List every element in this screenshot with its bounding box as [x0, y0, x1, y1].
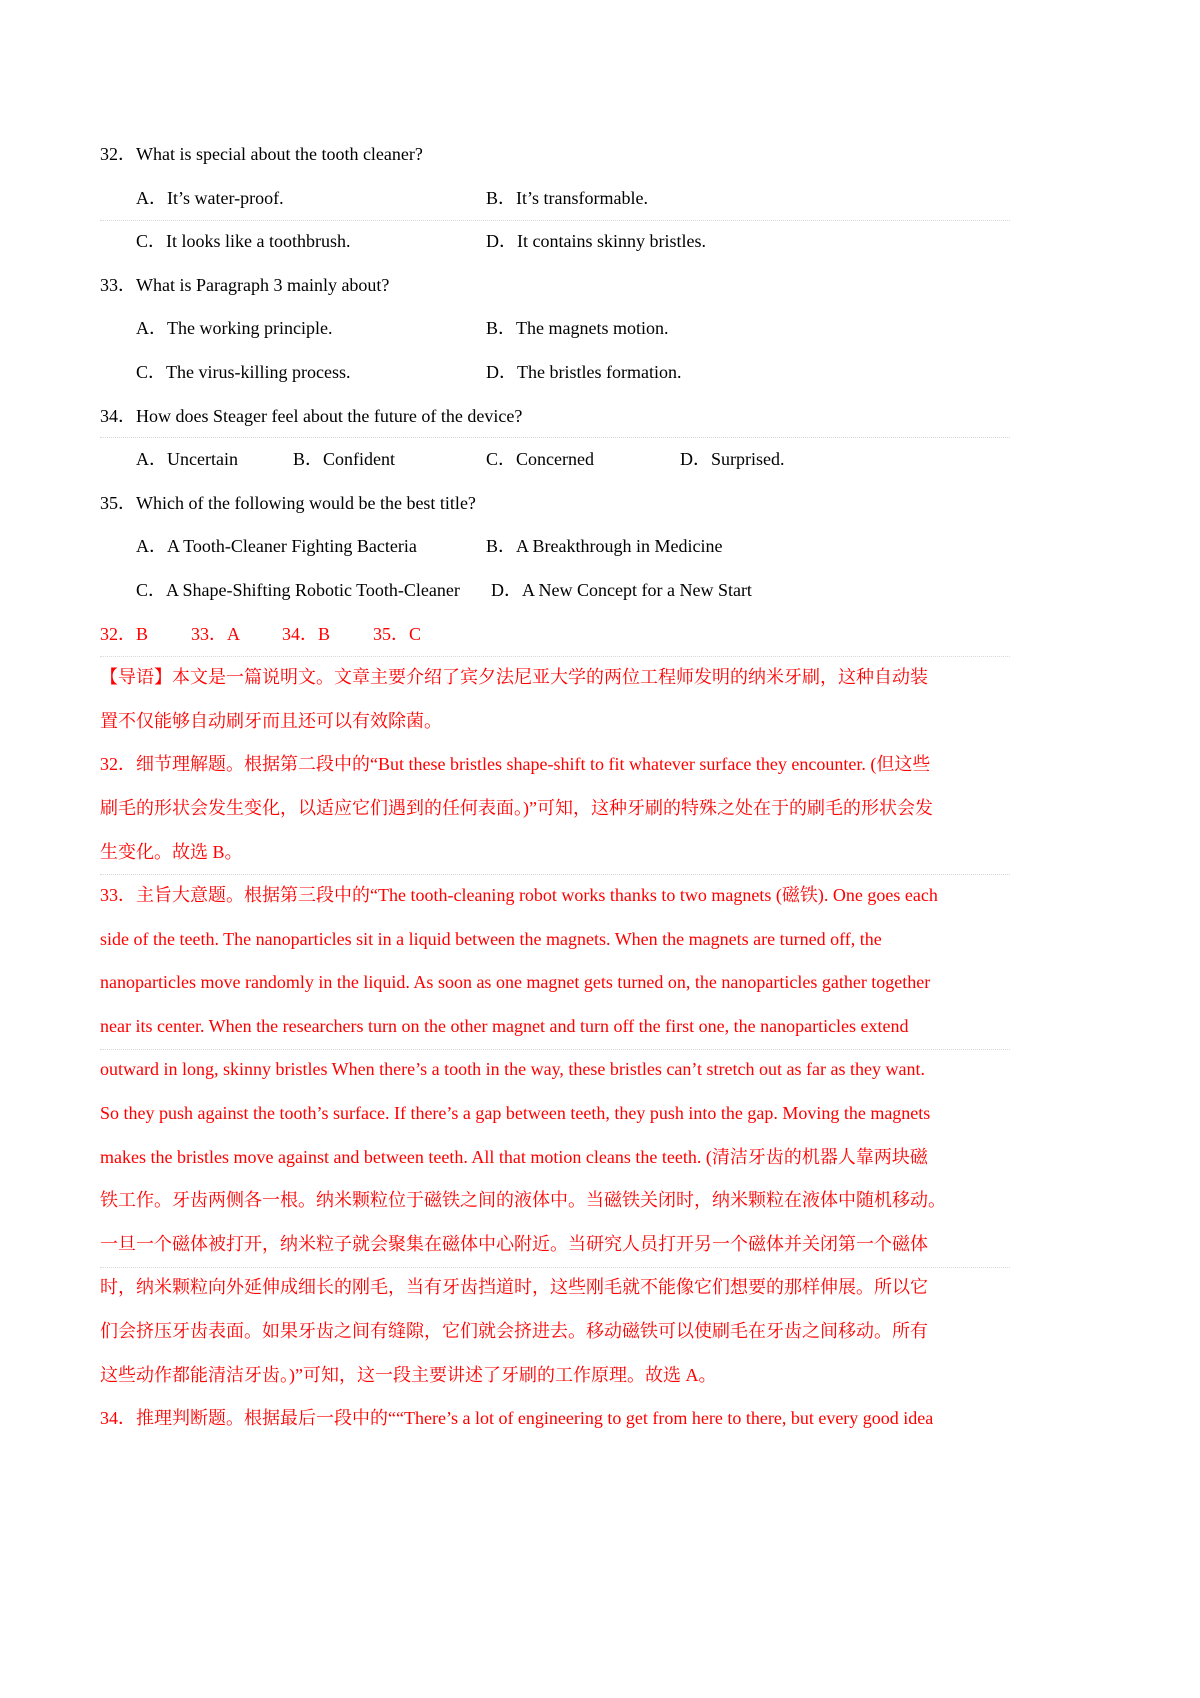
question-stem: 32．What is special about the tooth cleaner? — [100, 144, 423, 164]
options-row — [100, 307, 1010, 351]
option: B．It’s transformable. — [486, 187, 648, 208]
option: D．A New Concept for a New Start — [491, 579, 752, 600]
explanation — [100, 656, 1010, 1441]
option: D．The bristles formation. — [486, 361, 682, 382]
option: D．Surprised. — [680, 449, 785, 470]
explanation-line: 置不仅能够自动刷牙而且还可以有效除菌。 — [100, 710, 442, 731]
explanation-line: 34．推理判断题。根据最后一段中的““There’s a lot of engineering to get from here to there, but every good idea — [100, 1408, 934, 1429]
option: C．The virus-killing process. — [136, 361, 351, 382]
options-row — [100, 569, 1010, 613]
options-row — [100, 525, 1010, 569]
explanation-line: near its center. When the researchers turn on the other magnet and turn off the first one, the nanoparticles extend — [100, 1015, 909, 1036]
option: D．It contains skinny bristles. — [486, 231, 706, 252]
explanation-line: side of the teeth. The nanoparticles sit in a liquid between the magnets. When the magnets are turned off, the — [100, 928, 882, 949]
option: B．Confident — [293, 449, 395, 470]
explanation-line: 刷毛的形状会发生变化，以适应它们遇到的任何表面。)”可知，这种牙刷的特殊之处在于的刷毛的形状会发 — [100, 797, 933, 818]
explanation-line: 时，纳米颗粒向外延伸成细长的刚毛，当有牙齿挡道时，这些刚毛就不能像它们想要的那样伸展。所以它 — [100, 1277, 928, 1298]
explanation-line: So they push against the tooth’s surface. If there’s a gap between teeth, they push into the gap. Moving the magnets — [100, 1103, 931, 1124]
explanation-line: outward in long, skinny bristles When there’s a tooth in the way, these bristles can’t stretch out as far as they want. — [100, 1059, 925, 1080]
explanation-line: 32．细节理解题。根据第二段中的“But these bristles shape-shift to fit whatever surface they encounter. (但这些 — [100, 754, 931, 775]
option: C．It looks like a toothbrush. — [136, 231, 351, 252]
option: A．Uncertain — [136, 449, 238, 470]
options-row — [100, 351, 1010, 395]
answer: 35．C — [373, 623, 422, 644]
explanation-line: 生变化。故选 B。 — [100, 841, 243, 862]
question-stem: 34．How does Steager feel about the future of the device? — [100, 405, 523, 426]
options-row — [100, 220, 1010, 264]
option: B．A Breakthrough in Medicine — [486, 536, 723, 557]
option: C．A Shape-Shifting Robotic Tooth-Cleaner — [136, 579, 460, 600]
answer-key — [100, 613, 1010, 657]
document-body — [100, 133, 1010, 1441]
question-stem: 33．What is Paragraph 3 mainly about? — [100, 274, 390, 295]
answer: 33．A — [191, 623, 240, 644]
explanation-line: 们会挤压牙齿表面。如果牙齿之间有缝隙，它们就会挤进去。移动磁铁可以使刷毛在牙齿之间移动。所有 — [100, 1321, 928, 1342]
question-stem: 35．Which of the following would be the best title? — [100, 492, 476, 513]
explanation-line: makes the bristles move against and between teeth. All that motion cleans the teeth. (清洁牙齿的机器人靠两块磁 — [100, 1146, 928, 1167]
options-row — [100, 177, 1010, 221]
option: B．The magnets motion. — [486, 318, 669, 339]
options-row — [100, 438, 1010, 482]
option: A．It’s water-proof. — [136, 187, 284, 208]
explanation-line: 33．主旨大意题。根据第三段中的“The tooth-cleaning robot works thanks to two magnets (磁铁). One goes each — [100, 885, 938, 906]
answer: 34．B — [282, 623, 331, 644]
explanation-line: 这些动作都能清洁牙齿。)”可知，这一段主要讲述了牙刷的工作原理。故选 A。 — [100, 1364, 717, 1385]
option: A．The working principle. — [136, 318, 333, 339]
option: C．Concerned — [486, 449, 594, 470]
option: A．A Tooth-Cleaner Fighting Bacteria — [136, 536, 417, 557]
explanation-line: nanoparticles move randomly in the liquid. As soon as one magnet gets turned on, the nanoparticles gather together — [100, 972, 931, 993]
answer: 32．B — [100, 623, 149, 644]
explanation-line: 一旦一个磁体被打开，纳米粒子就会聚集在磁体中心附近。当研究人员打开另一个磁体并关闭第一个磁体 — [100, 1233, 928, 1254]
explanation-line: 【导语】本文是一篇说明文。文章主要介绍了宾夕法尼亚大学的两位工程师发明的纳米牙刷，这种自动装 — [100, 667, 928, 688]
explanation-line: 铁工作。牙齿两侧各一根。纳米颗粒位于磁铁之间的液体中。当磁铁关闭时，纳米颗粒在液体中随机移动。 — [100, 1190, 946, 1211]
